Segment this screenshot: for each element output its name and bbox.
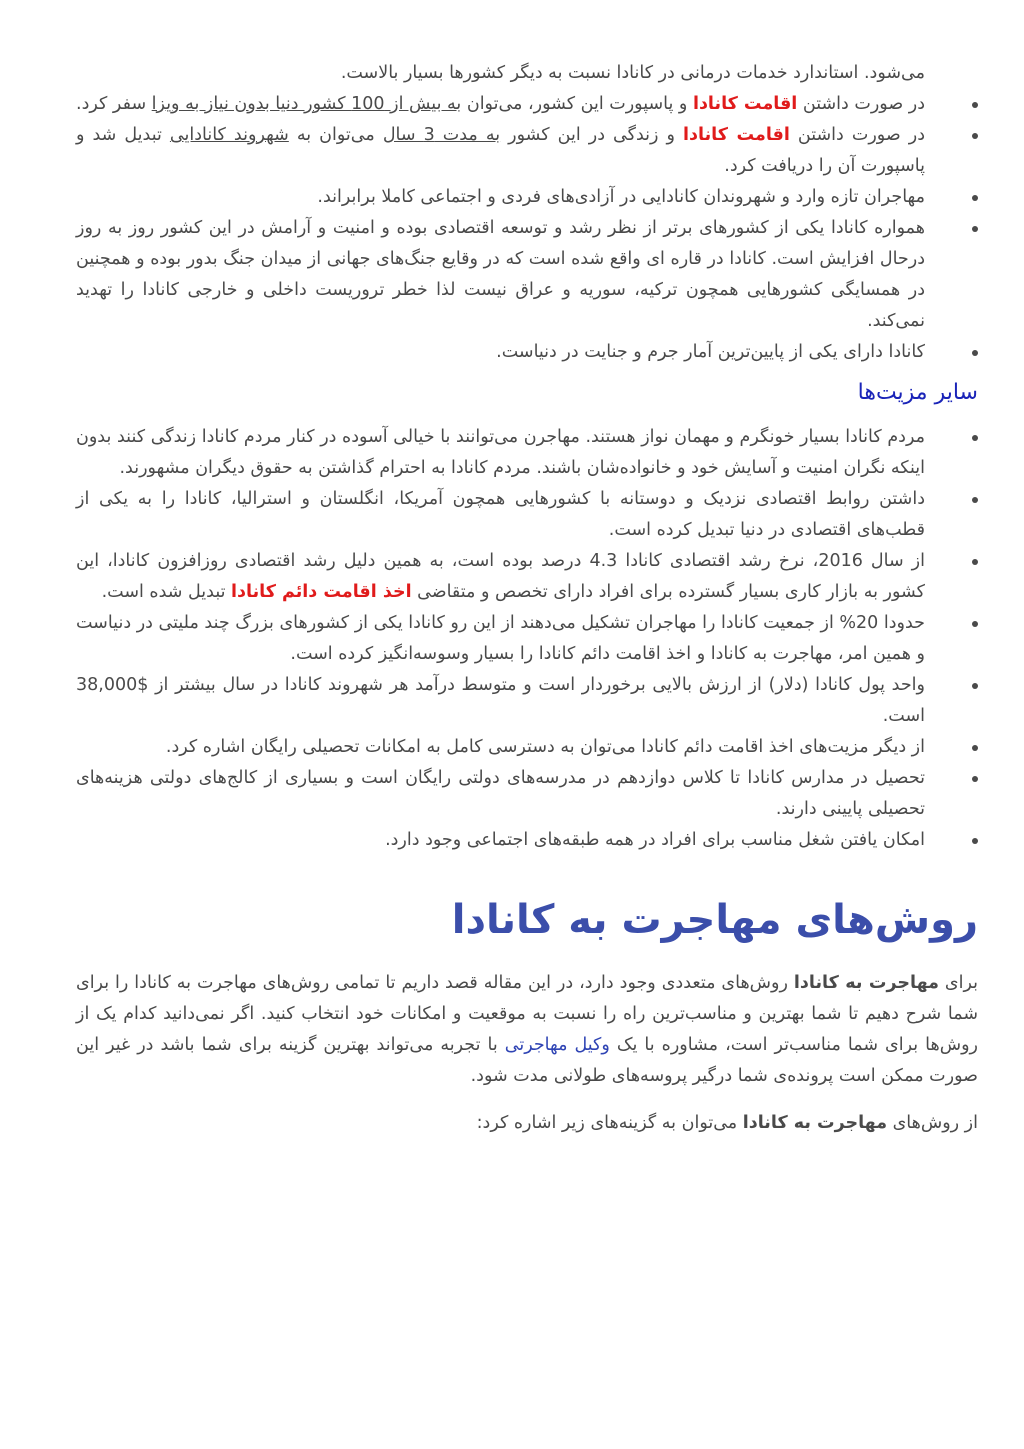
- bullet-icon: [972, 776, 978, 782]
- bullet-icon: [972, 621, 978, 627]
- article-body: [76, 58, 978, 1139]
- bullet-icon: [972, 350, 978, 356]
- list-item: [76, 825, 978, 856]
- underlined-text: به مدت 3 سال: [382, 125, 501, 145]
- advantages-list: [76, 58, 978, 368]
- text-run: با تجربه می‌تواند بهترین گزینه برای شما باشد در غیر این صورت ممکن است پرونده‌ی شما درگیر پروسه‌های طولانی مدت شود.: [76, 1035, 978, 1086]
- bold-text: مهاجرت به کانادا: [793, 973, 939, 993]
- keyword-link[interactable]: اقامت کانادا: [683, 125, 790, 145]
- list-item-text: مهاجران تازه وارد و شهروندان کانادایی در آزادی‌های فردی و اجتماعی کاملا برابراند.: [317, 187, 925, 207]
- list-item: [76, 89, 978, 120]
- text-run: در صورت داشتن: [789, 125, 925, 145]
- list-item: [76, 546, 978, 608]
- list-item-continuation: [76, 58, 978, 89]
- bullet-icon: [972, 683, 978, 689]
- list-item: [76, 732, 978, 763]
- text-run: برای: [938, 973, 979, 993]
- bullet-icon: [972, 559, 978, 565]
- text-run: در صورت داشتن: [797, 94, 925, 114]
- list-item: [76, 484, 978, 546]
- text-run: روش‌های متعددی وجود دارد، در این مقاله قصد داریم تا تمامی روش‌های مهاجرت به کانادا را برای شما شرح دهیم تا شما بهترین و مناسب‌ترین راه را نسبت به موقعیت و امکانات خود انتخاب کنید. اگر نمی‌دانید کدام یک از روش‌ها برای شما مناسب‌تر است، مشاوره با یک: [76, 973, 978, 1055]
- immigration-lawyer-link[interactable]: وکیل مهاجرتی: [504, 1035, 610, 1055]
- list-item-text: واحد پول کانادا (دلار) از ارزش بالایی برخوردار است و متوسط درآمد هر شهروند کانادا در سال بیشتر از $38,000 است.: [76, 675, 925, 726]
- list-item: [76, 608, 978, 670]
- bullet-icon: [972, 497, 978, 503]
- section-heading-immigration-methods: روش‌های مهاجرت به کانادا: [451, 897, 978, 943]
- bullet-icon: [972, 226, 978, 232]
- bold-text: مهاجرت به کانادا: [742, 1113, 888, 1133]
- list-item-text: امکان یافتن شغل مناسب برای افراد در همه طبقه‌های اجتماعی وجود دارد.: [385, 830, 925, 850]
- bullet-icon: [972, 133, 978, 139]
- list-item-text: مردم کانادا بسیار خونگرم و مهمان نواز هستند. مهاجرن می‌توانند با خیالی آسوده در کنار مردم کانادا زندگی کنند بدون اینکه نگران امنیت و آسایش خود و خانواده‌شان باشند. مردم کانادا به احترام گذاشتن به حقوق دیگران مشهورند.: [76, 427, 925, 478]
- bullet-icon: [972, 435, 978, 441]
- list-item-text: می‌شود. استاندارد خدمات درمانی در کانادا نسبت به دیگر کشورها بسیار بالاست.: [340, 63, 925, 83]
- underlined-text: به بیش از 100 کشور دنیا بدون نیاز به ویزا: [151, 94, 462, 114]
- text-run: تبدیل شده است.: [101, 582, 232, 602]
- bullet-icon: [972, 838, 978, 844]
- list-item-text: تحصیل در مدارس کانادا تا کلاس دوازدهم در مدرسه‌های دولتی رایگان است و بسیاری از کالج‌های دولتی هزینه‌های تحصیلی پایینی دارند.: [76, 768, 925, 819]
- other-advantages-list: [76, 422, 978, 856]
- bullet-icon: [972, 745, 978, 751]
- bullet-icon: [972, 102, 978, 108]
- list-item: [76, 763, 978, 825]
- text-run: از روش‌های: [887, 1113, 978, 1133]
- section-heading-other-advantages: سایر مزیت‌ها: [857, 380, 978, 405]
- list-item-text: همواره کانادا یکی از کشورهای برتر از نظر رشد و توسعه اقتصادی بوده و امنیت و آرامش در این کشور روز به روز درحال افزایش است. کانادا در قاره ای واقع شده است که در وقایع جنگ‌های جهانی از میدان جنگ بدور بوده و همچنین در همسایگی کشورهایی همچون ترکیه، سوریه و عراق نیست لذا خطر تروریست داخلی و خارجی کانادا را تهدید نمی‌کند.: [76, 218, 925, 331]
- list-item: [76, 182, 978, 213]
- text-run: می‌توان به گزینه‌های زیر اشاره کرد:: [476, 1113, 743, 1133]
- list-item-text: از دیگر مزیت‌های اخذ اقامت دائم کانادا می‌توان به دسترسی کامل به امکانات تحصیلی رایگان اشاره کرد.: [165, 737, 925, 757]
- list-item-text: داشتن روابط اقتصادی نزدیک و دوستانه با کشورهایی همچون آمریکا، انگلستان و استرالیا، کانادا را به یکی از قطب‌های اقتصادی در دنیا تبدیل کرده است.: [76, 489, 925, 540]
- text-run: و پاسپورت این کشور، می‌توان: [461, 94, 693, 114]
- underlined-text: شهروند کانادایی: [169, 125, 289, 145]
- list-item: [76, 213, 978, 337]
- intro-paragraph: [76, 968, 978, 1092]
- list-item: [76, 337, 978, 368]
- bullet-icon: [972, 195, 978, 201]
- list-item: [76, 670, 978, 732]
- list-item-text: حدودا 20% از جمعیت کانادا را مهاجران تشکیل می‌دهند از این رو کانادا یکی از کشورهای بزرگ چند ملیتی در دنیاست و همین امر، مهاجرت به کانادا و اخذ اقامت دائم کانادا را بسیار وسوسه‌انگیز کرده است.: [76, 613, 925, 664]
- list-item: [76, 120, 978, 182]
- text-run: تبدیل شد و پاسپورت آن را دریافت کرد.: [76, 125, 925, 176]
- list-item-text: کانادا دارای یکی از پایین‌ترین آمار جرم و جنایت در دنیاست.: [496, 342, 925, 362]
- methods-lead-paragraph: [76, 1108, 978, 1139]
- text-run: و زندگی در این کشور: [500, 125, 684, 145]
- text-run: می‌توان به: [288, 125, 383, 145]
- list-item: [76, 422, 978, 484]
- keyword-link[interactable]: اقامت کانادا: [692, 94, 798, 114]
- keyword-link[interactable]: اخذ اقامت دائم کانادا: [231, 582, 412, 602]
- text-run: سفر کرد.: [76, 94, 152, 114]
- text-run: از سال 2016، نرخ رشد اقتصادی کانادا 4.3 درصد بوده است، به همین دلیل رشد اقتصادی روزافزون کانادا، این کشور به بازار کاری بسیار گسترده برای افراد دارای تخصص و متقاضی: [76, 551, 925, 602]
